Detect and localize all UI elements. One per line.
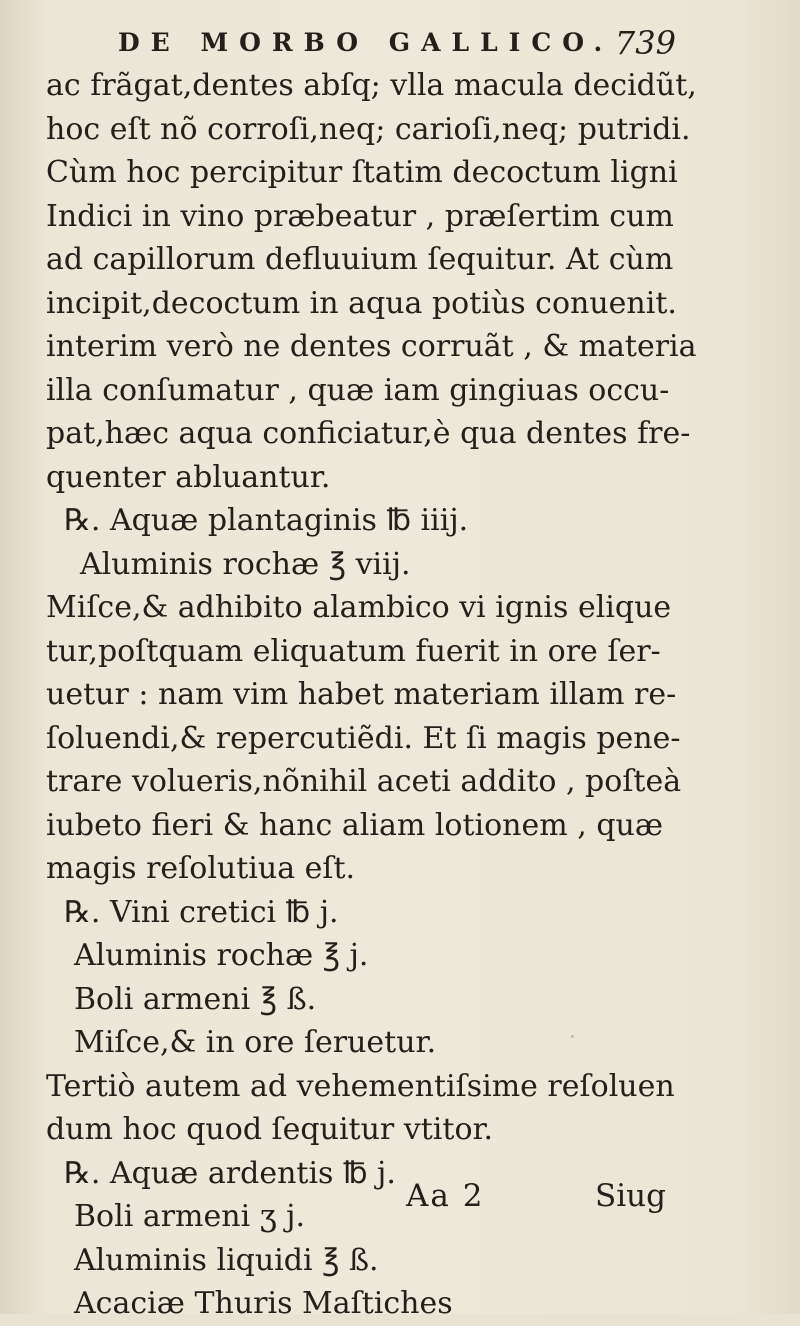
recipe-line: ℞. Aquæ plantaginis ℔ iiij. <box>64 503 469 538</box>
paper-fleck <box>488 398 491 401</box>
recipe-ingredient: Aluminis rochæ ℥ viij. <box>80 546 411 582</box>
recipe-line: ℞. Vini cretici ℔ j. <box>64 894 339 930</box>
text-line: interim verò ne dentes corruãt , & materia <box>46 329 697 364</box>
recipe-ingredient: Boli armeni ℥ ß. <box>74 981 317 1017</box>
paper-fleck <box>312 781 315 784</box>
text-line: tur,poſtquam eliquatum fuerit in ore ſer- <box>46 633 661 669</box>
text-line: magis reſolutiua eſt. <box>46 851 356 886</box>
recipe-ingredient: Acaciæ Thuris Maſtiches <box>74 1286 453 1321</box>
recipe-instruction: Miſce,& in ore ſeruetur. <box>74 1025 437 1060</box>
text-line: Miſce,& adhibito alambico vi ignis elique <box>46 590 672 625</box>
page-number: 739 <box>614 24 676 62</box>
recipe-ingredient: Boli armeni ʒ j. <box>74 1199 306 1234</box>
text-block <box>46 64 697 1326</box>
paper-fleck <box>236 253 239 256</box>
text-line: Cùm hoc percipitur ſtatim decoctum ligni <box>46 155 678 190</box>
text-line: quenter abluantur. <box>46 459 331 495</box>
text-line: dum hoc quod ſequitur vtitor. <box>46 1112 494 1147</box>
page-header <box>118 22 676 62</box>
recipe-ingredient: Aluminis rochæ ℥ j. <box>74 938 369 973</box>
catchword: Siug <box>595 1178 666 1214</box>
text-line: incipit,decoctum in aqua potiùs conuenit. <box>46 285 677 321</box>
signature-mark: Aa 2 <box>406 1178 485 1214</box>
recipe-ingredient: Aluminis liquidi ℥ ß. <box>74 1242 379 1278</box>
text-line: ad capillorum defluuium ſequitur. At cùm <box>46 242 674 277</box>
text-line: Tertiò autem ad vehementiſsime reſoluen <box>46 1068 675 1104</box>
text-line: ac frãgat,dentes abſq; vlla macula decidũt, <box>46 68 697 103</box>
text-line: illa conſumatur , quæ iam gingiuas occu- <box>46 372 670 408</box>
text-line: ſoluendi,& repercutiẽdi. Et ſi magis pene- <box>46 720 681 756</box>
text-line: trare volueris,nõnihil aceti addito , poſteà <box>46 764 682 799</box>
paper-fleck <box>571 1035 574 1038</box>
text-line: Indici in vino præbeatur , præſertim cum <box>46 198 674 234</box>
text-line: pat,hæc aqua conficiatur,è qua dentes fre- <box>46 416 691 451</box>
text-line: iubeto fieri & hanc aliam lotionem , quæ <box>46 807 664 843</box>
text-line: uetur : nam vim habet materiam illam re- <box>46 677 677 712</box>
text-line: hoc eſt nõ corroſi,neq; carioſi,neq; putridi. <box>46 111 691 147</box>
page-footer <box>406 1178 666 1228</box>
recipe-line: ℞. Aquæ ardentis ℔ j. <box>64 1155 396 1191</box>
running-head: DE MORBO GALLICO. <box>118 28 614 57</box>
